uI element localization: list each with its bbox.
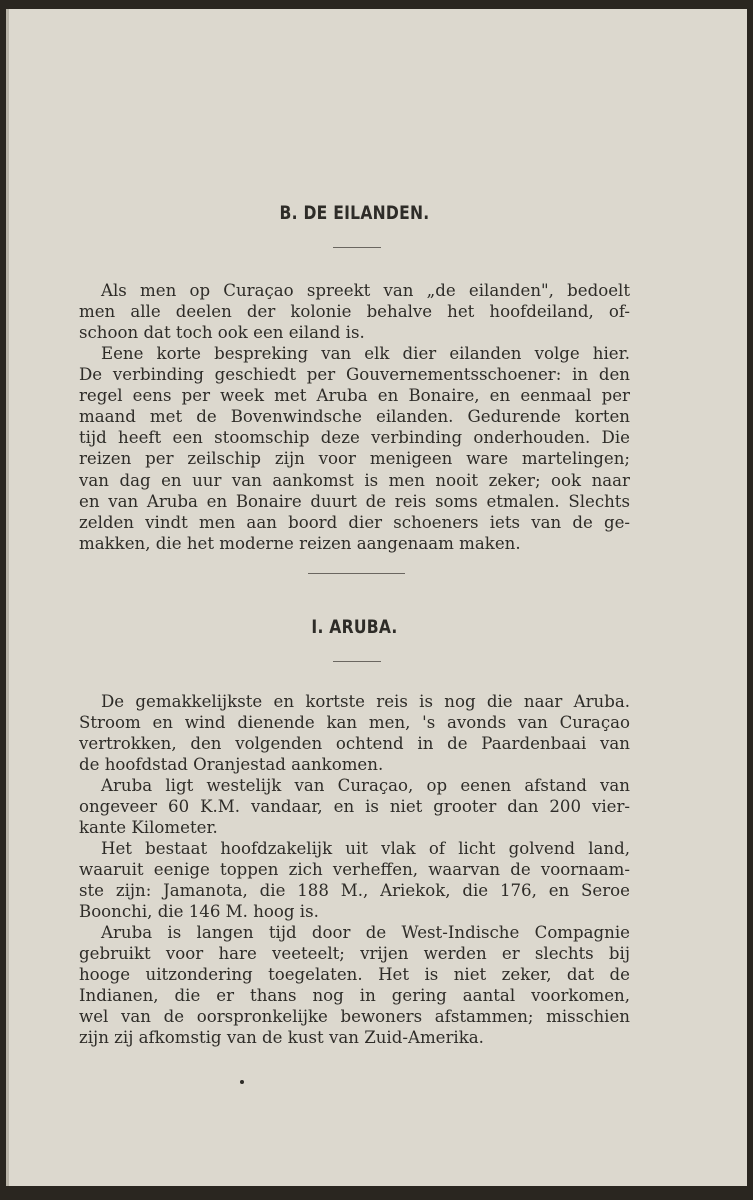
subsection-heading: I. ARUBA. xyxy=(311,616,398,638)
text-line: Aruba is langen tijd door de West-Indische Compagnie xyxy=(101,923,630,942)
ink-speck xyxy=(240,1080,244,1084)
text-line: hooge uitzondering toegelaten. Het is niet zeker, dat de xyxy=(79,965,630,985)
text-line: zelden vindt men aan boord dier schoeners iets van de ge- xyxy=(79,512,630,532)
section-divider xyxy=(308,573,405,574)
subheading-rule xyxy=(333,661,381,662)
text-line: ongeveer 60 K.M. vandaar, en is niet grooter dan 200 vier- xyxy=(79,797,630,817)
aruba-paragraph-4 xyxy=(79,922,630,1049)
text-line: Het bestaat hoofdzakelijk uit vlak of licht golvend land, xyxy=(101,839,630,858)
text-line: Eene korte bespreking van elk dier eilanden volge hier. xyxy=(101,344,630,363)
text-line: schoon dat toch ook een eiland is. xyxy=(79,323,365,343)
text-line: reizen per zeilschip zijn voor menigeen ware martelingen; xyxy=(79,449,630,469)
text-line: Stroom en wind dienende kan men, 's avonds van Curaçao xyxy=(79,713,630,733)
heading-rule xyxy=(333,247,381,248)
text-line: gebruikt voor hare veeteelt; vrijen werden er slechts bij xyxy=(79,944,630,964)
text-line: zijn zij afkomstig van de kust van Zuid-Amerika. xyxy=(79,1028,484,1048)
aruba-paragraph-2 xyxy=(79,775,630,838)
text-line: ste zijn: Jamanota, die 188 M., Ariekok, die 176, en Seroe xyxy=(79,881,630,901)
text-line: waaruit eenige toppen zich verheffen, waarvan de voornaam- xyxy=(79,860,630,880)
text-line: maand met de Bovenwindsche eilanden. Gedurende korten xyxy=(79,407,630,427)
text-line: de hoofdstad Oranjestad aankomen. xyxy=(79,755,384,775)
text-line: wel van de oorspronkelijke bewoners afstammen; misschien xyxy=(79,1007,630,1027)
aruba-paragraph-3 xyxy=(79,838,630,922)
text-line: Als men op Curaçao spreekt van „de eilanden", bedoelt xyxy=(101,281,630,300)
text-line: De verbinding geschiedt per Gouvernementsschoener: in den xyxy=(79,365,630,385)
text-line: Indianen, die er thans nog in gering aantal voorkomen, xyxy=(79,986,630,1006)
text-line: kante Kilometer. xyxy=(79,818,218,838)
text-line: makken, die het moderne reizen aangenaam maken. xyxy=(79,533,521,553)
text-line: van dag en uur van aankomst is men nooit zeker; ook naar xyxy=(79,470,630,490)
text-line: regel eens per week met Aruba en Bonaire, en eenmaal per xyxy=(79,386,630,406)
text-line: men alle deelen der kolonie behalve het hoofdeiland, of- xyxy=(79,302,630,322)
text-line: Boonchi, die 146 M. hoog is. xyxy=(79,902,319,922)
text-line: en van Aruba en Bonaire duurt de reis soms etmalen. Slechts xyxy=(79,491,630,511)
text-line: vertrokken, den volgenden ochtend in de Paardenbaai van xyxy=(79,734,630,754)
text-line: De gemakkelijkste en kortste reis is nog die naar Aruba. xyxy=(101,692,630,711)
book-page xyxy=(6,9,747,1186)
text-line: Aruba ligt westelijk van Curaçao, op eenen afstand van xyxy=(101,776,630,795)
intro-paragraph-2 xyxy=(79,343,630,554)
text-line: tijd heeft een stoomschip deze verbinding onderhouden. Die xyxy=(79,428,630,448)
section-heading: B. DE EILANDEN. xyxy=(279,202,430,224)
aruba-paragraph-1 xyxy=(79,691,630,775)
intro-paragraph-1 xyxy=(79,280,630,343)
